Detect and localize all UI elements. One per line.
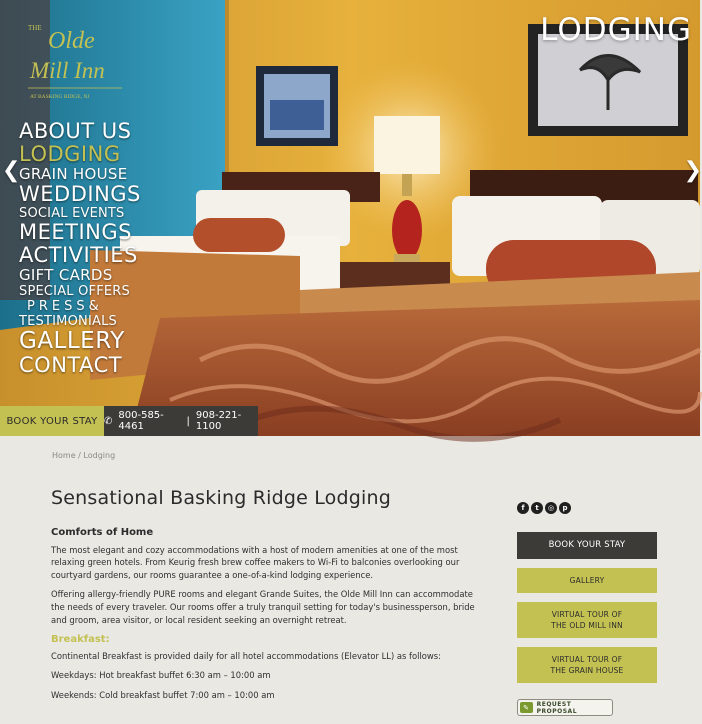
instagram-icon[interactable]: ◎ xyxy=(545,502,557,514)
slider-next-arrow-icon[interactable]: ❯ xyxy=(683,158,702,183)
nav-grain-house[interactable]: GRAIN HOUSE xyxy=(19,165,128,183)
nav-press[interactable]: PRESS& xyxy=(27,299,103,314)
nav-meetings[interactable]: MEETINGS xyxy=(19,220,132,244)
virtual-tour-old-mill-inn-button[interactable] xyxy=(517,602,657,638)
nav-testimonials[interactable]: TESTIMONIALS xyxy=(19,314,117,329)
nav-gift-cards[interactable]: GIFT CARDS xyxy=(19,266,113,284)
intro-paragraph: The most elegant and cozy accommodations with a host of modern amenities at one of the most relaxing green hotels. From Keurig fresh brew coffee makers to Wi-Fi to balconies overlooking our courtyard gardens, our rooms guarantee a one-of-a-kind lodging experience. xyxy=(51,544,460,580)
sidebar-book-your-stay-button[interactable]: BOOK YOUR STAY xyxy=(517,532,657,559)
breakfast-weekends: Weekends: Cold breakfast buffet 7:00 am – 10:00 am xyxy=(51,689,275,700)
nav-contact[interactable]: CONTACT xyxy=(19,353,123,377)
slider-prev-arrow-icon[interactable]: ❮ xyxy=(2,158,21,183)
virtual-tour-grain-house-button[interactable] xyxy=(517,647,657,683)
svg-text:Olde: Olde xyxy=(48,28,95,54)
request-proposal-label: REQUEST PROPOSAL xyxy=(536,700,578,715)
hero-bottom-bar xyxy=(0,406,258,436)
breadcrumb-current: Lodging xyxy=(83,451,116,460)
document-icon: ✎ xyxy=(520,702,533,713)
twitter-icon[interactable]: t xyxy=(531,502,543,514)
breakfast-weekdays: Weekdays: Hot breakfast buffet 6:30 am – 10:00 am xyxy=(51,670,271,681)
sidebar-gallery-button[interactable]: GALLERY xyxy=(517,568,657,593)
tour-old-mill-line1: VIRTUAL TOUR OF xyxy=(551,610,623,619)
phone-number-tollfree[interactable]: 800-585-4461 xyxy=(118,410,164,432)
tour-old-mill-line2: THE OLD MILL INN xyxy=(551,621,623,630)
phone-separator: | xyxy=(186,415,190,427)
phone-icon: ✆ xyxy=(104,415,113,427)
pinterest-icon[interactable]: p xyxy=(559,502,571,514)
hero-title: LODGING xyxy=(540,12,692,48)
nav-about-us[interactable]: ABOUT US xyxy=(19,119,132,143)
facebook-icon[interactable]: f xyxy=(517,502,529,514)
page-title: Sensational Basking Ridge Lodging xyxy=(51,487,391,509)
breakfast-heading: Breakfast: xyxy=(51,634,110,646)
svg-text:THE: THE xyxy=(28,24,42,32)
rooms-paragraph: Offering allergy-friendly PURE rooms and elegant Grande Suites, the Olde Mill Inn can accommodate the needs of every traveler. Our rooms offer a truly tranquil setting for today's businessperson, bride and groom, area visitor, or local resident seeking an overnight retreat. xyxy=(51,589,475,625)
olde-mill-inn-logo[interactable] xyxy=(26,18,126,104)
main-content xyxy=(51,527,489,709)
tour-grain-house-line1: VIRTUAL TOUR OF xyxy=(551,655,623,664)
nav-lodging[interactable]: LODGING xyxy=(19,142,121,166)
main-navigation xyxy=(19,121,169,378)
phone-numbers xyxy=(104,406,258,436)
tour-grain-house-line2: THE GRAIN HOUSE xyxy=(550,666,624,675)
breadcrumb xyxy=(52,451,115,460)
nav-weddings[interactable]: WEDDINGS xyxy=(19,182,141,206)
nav-social-events[interactable]: SOCIAL EVENTS xyxy=(19,206,125,221)
svg-text:AT BASKING RIDGE, NJ: AT BASKING RIDGE, NJ xyxy=(30,94,90,100)
book-your-stay-button[interactable]: BOOK YOUR STAY xyxy=(0,406,104,436)
social-links xyxy=(517,502,571,514)
breakfast-intro: Continental Breakfast is provided daily for all hotel accommodations (Elevator LL) as follows: xyxy=(51,650,441,661)
svg-text:Mill Inn: Mill Inn xyxy=(30,58,105,83)
nav-special-offers[interactable]: SPECIAL OFFERS xyxy=(19,284,130,299)
breadcrumb-home[interactable]: Home xyxy=(52,451,76,460)
nav-activities[interactable]: ACTIVITIES xyxy=(19,243,138,267)
breadcrumb-separator: / xyxy=(75,451,84,460)
phone-number-local[interactable]: 908-221-1100 xyxy=(195,410,242,432)
section-heading-comforts: Comforts of Home xyxy=(51,527,154,538)
request-proposal-button[interactable] xyxy=(517,699,613,716)
nav-gallery[interactable]: GALLERY xyxy=(19,328,125,354)
